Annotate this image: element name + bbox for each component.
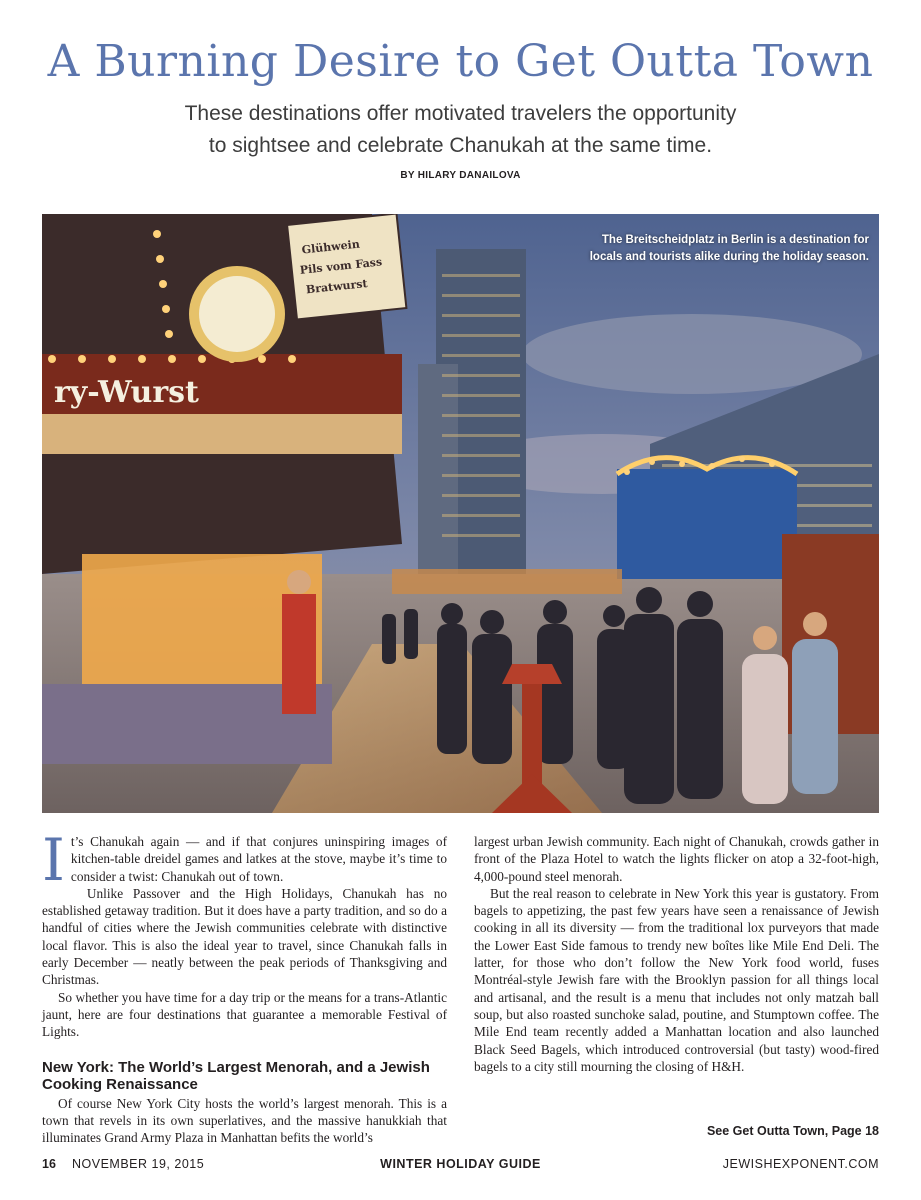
dek xyxy=(100,98,821,162)
drop-cap: I xyxy=(42,826,65,894)
hero-photo xyxy=(42,214,879,813)
section-title: WINTER HOLIDAY GUIDE xyxy=(380,1157,541,1171)
menu-sign-line-2: Pils vom Fass xyxy=(299,255,383,277)
paragraph: So whether you have time for a day trip or the means for a trans-Atlantic jaunt, here are four destinations that guarantee a memorable Festival of Lights. xyxy=(42,989,447,1040)
paragraph xyxy=(42,826,447,894)
paragraph: But the real reason to celebrate in New York this year is gustatory. From bagels to appetizing, the past few years have seen a renaissance of Jewish cooking in all its diversity — from the traditional lox purveyors that made the Lower East Side famous to trendy new boîtes like Mile End Deli. The latter, for those who don’t follow the New York food world, fuses Montréal-style Jewish fare with the Brooklyn passion for all things local and artisanal, and the result is a menu that includes not only matzah ball soup, but also roasted sunchoke salad, poutine, and Stumptown coffee. The Mile End team recently added a Manhattan location and also launched Black Seed Bagels, which introduced controversial (but tasty) wood-fired bagels to a city still mourning the closing of H&H. xyxy=(474,885,879,1074)
paragraph: Of course New York City hosts the world’s largest menorah. This is a town that revels in its own superlatives, and the massive hanukkiah that illuminates Grand Army Plaza in Manhattan befits the world’s xyxy=(42,1095,447,1146)
issue-date: NOVEMBER 19, 2015 xyxy=(72,1157,205,1171)
body-column-right xyxy=(474,833,879,1075)
continued-jump-line: See Get Outta Town, Page 18 xyxy=(706,1124,879,1138)
menu-sign-line-1: Glühwein xyxy=(301,237,361,257)
publication-site: JEWISHEXPONENT.COM xyxy=(722,1157,879,1171)
christmas-market-illustration xyxy=(42,214,879,813)
page-footer xyxy=(42,1157,879,1173)
section-subhead: New York: The World’s Largest Menorah, and a Jewish Cooking Renaissance xyxy=(42,1058,430,1093)
photo-caption xyxy=(539,232,869,266)
stall-sign-text: ry-Wurst xyxy=(54,375,199,410)
paragraph: Unlike Passover and the High Holidays, Chanukah has no established getaway tradition. But it does have a party tradition, and so do a handful of cities where the Jewish communities celebrate with distinctive local flavor. This is also the ideal year to travel, since Chanukah falls in early December — neatly between the peak periods of Thanksgiving and Christmas. xyxy=(42,885,447,988)
dek-line-2: to sightsee and celebrate Chanukah at the same time. xyxy=(208,134,713,157)
menu-sign-line-3: Bratwurst xyxy=(305,276,369,297)
byline: BY HILARY DANAILOVA xyxy=(400,170,521,181)
body-column-left xyxy=(42,826,447,1146)
paragraph-text: t’s Chanukah again — and if that conjures uninspiring images of kitchen-table dreidel games and latkes at the stove, maybe it’s time to consider a twist: Chanukah out of town. xyxy=(70,834,447,884)
photo-caption-line-1: The Breitscheidplatz in Berlin is a destination for xyxy=(601,234,869,246)
photo-caption-line-2: locals and tourists alike during the holiday season. xyxy=(589,251,869,263)
page-number: 16 xyxy=(42,1157,56,1171)
paragraph: largest urban Jewish community. Each night of Chanukah, crowds gather in front of the Plaza Hotel to watch the lights flicker on atop a 32-foot-high, 4,000-pound steel menorah. xyxy=(474,834,879,884)
dek-line-1: These destinations offer motivated travelers the opportunity xyxy=(184,102,737,125)
headline: A Burning Desire to Get Outta Town xyxy=(47,36,874,87)
